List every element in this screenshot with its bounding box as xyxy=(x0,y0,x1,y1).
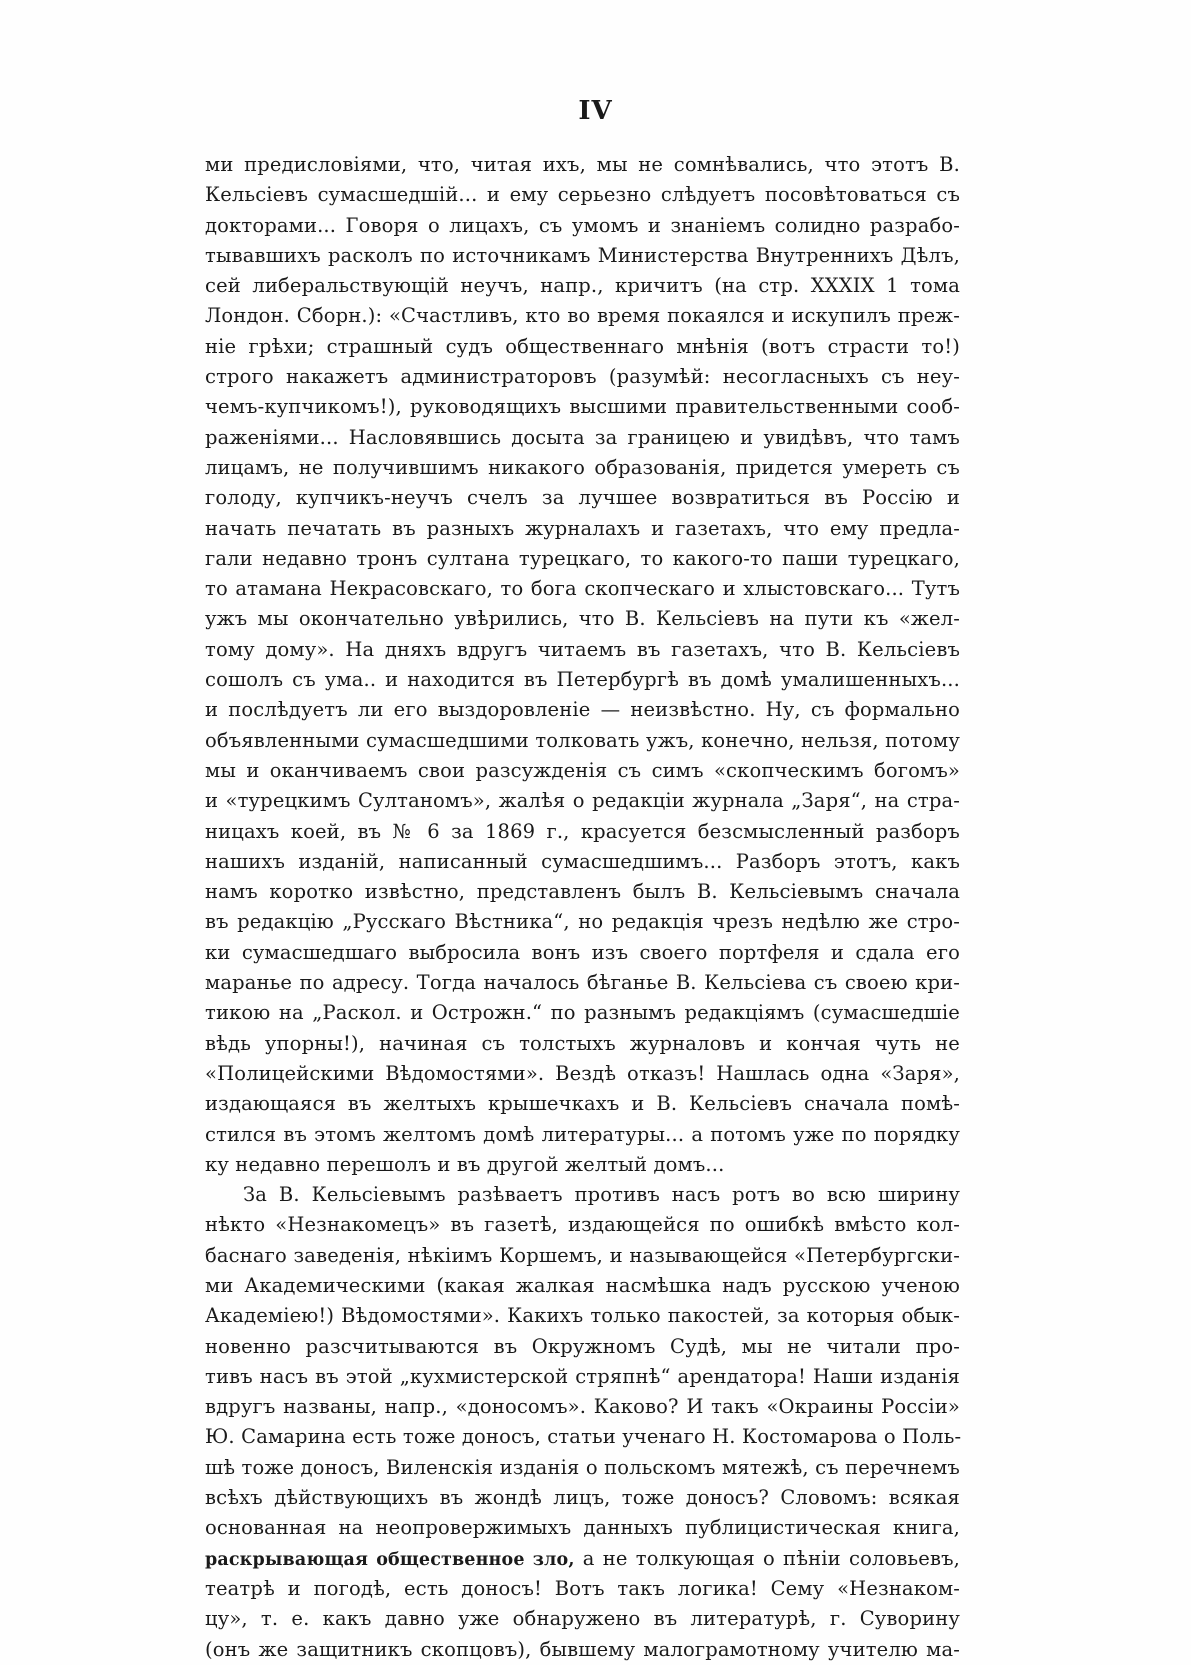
text-line: ніе грѣхи; страшный судъ общественнаго мнѣнія (вотъ страсти то!) xyxy=(205,334,960,358)
text-line: вдругъ названы, напр., «доносомъ». Каково? И такъ «Окраины Россіи» xyxy=(205,1395,960,1419)
text-line: мы и оканчиваемъ свои разсужденія съ симъ «скопческимъ богомъ» xyxy=(205,758,960,782)
text-line: намъ коротко извѣстно, представленъ былъ В. Кельсіевымъ сначала xyxy=(205,880,960,904)
text-line: Академіею!) Вѣдомостями». Какихъ только пакостей, за которыя обык- xyxy=(205,1304,960,1328)
text-line: тикою на „Раскол. и Острожн.“ по разнымъ редакціямъ (сумасшедшіе xyxy=(205,1001,960,1025)
text-line: тому дому». На дняхъ вдругъ читаемъ въ газетахъ, что В. Кельсіевъ xyxy=(205,637,960,661)
text-line: ки сумасшедшаго выбросила вонъ изъ своего портфеля и сдала его xyxy=(205,940,960,964)
text-line: то атамана Некрасовскаго, то бога скопческаго и хлыстовскаго... Тутъ xyxy=(205,577,960,601)
text-line: нѣкто «Незнакомецъ» въ газетѣ, издающейся по ошибкѣ вмѣсто кол- xyxy=(205,1213,960,1237)
text-line: чемъ-купчикомъ!), руководящихъ высшими правительственными сооб- xyxy=(205,395,960,419)
text-line: ужъ мы окончательно увѣрились, что В. Кельсіевъ на пути къ «жел- xyxy=(205,607,960,631)
text-line: издающаяся въ желтыхъ крышечкахъ и В. Кельсіевъ сначала помѣ- xyxy=(205,1092,960,1116)
text-line: ку недавно перешолъ и въ другой желтый домъ... xyxy=(205,1152,725,1176)
text-line: баснаго заведенія, нѣкіимъ Коршемъ, и называющейся «Петербургски- xyxy=(205,1243,960,1267)
text-line: (онъ же защитникъ скопцовъ), бывшему малограмотному учителю ма- xyxy=(205,1637,960,1661)
text-line: новенно разсчитываются въ Окружномъ Судѣ, мы не читали про- xyxy=(205,1334,960,1358)
paragraph-2 xyxy=(205,1180,960,1544)
text-line: ми предисловіями, что, читая ихъ, мы не сомнѣвались, что этотъ В. xyxy=(205,153,960,176)
page-number: IV xyxy=(578,96,613,126)
bold-line-rest: а не толкующая о пѣніи соловьевъ, xyxy=(574,1546,960,1570)
text-line-bold xyxy=(205,1544,960,1574)
text-line: тивъ насъ въ этой „кухмистерской стряпнѣ“ арендатора! Наши изданія xyxy=(205,1364,960,1388)
text-line: сей либеральствующій неучъ, напр., кричитъ (на стр. XXXIX 1 тома xyxy=(205,274,960,298)
text-line: голоду, купчикъ-неучъ счелъ за лучшее возвратиться въ Россію и xyxy=(205,486,960,510)
text-line: нашихъ изданій, написанный сумасшедшимъ... Разборъ этотъ, какъ xyxy=(205,849,960,873)
text-line: тывавшихъ расколъ по источникамъ Министерства Внутреннихъ Дѣлъ, xyxy=(205,243,960,267)
text-line: сошолъ съ ума.. и находится въ Петербургѣ въ домѣ умалишенныхъ... xyxy=(205,668,960,692)
text-line: и послѣдуетъ ли его выздоровленіе — неизвѣстно. Ну, съ формально xyxy=(205,698,960,722)
text-line: гали недавно тронъ султана турецкаго, то какого-то паши турецкаго, xyxy=(205,546,960,570)
text-line: «Полицейскими Вѣдомостями». Вездѣ отказъ! Нашлась одна «Заря», xyxy=(205,1061,960,1085)
bold-phrase: раскрывающая общественное зло, xyxy=(205,1549,575,1570)
paragraph-1 xyxy=(205,150,960,1180)
text-line: ницахъ коей, въ № 6 за 1869 г., красуется безсмысленный разборъ xyxy=(205,819,960,843)
text-line: стился въ этомъ желтомъ домѣ литературы... а потомъ уже по порядку xyxy=(205,1122,960,1146)
text-line: театрѣ и погодѣ, есть доносъ! Вотъ такъ логика! Сему «Незнаком- xyxy=(205,1576,960,1600)
text-line: начать печатать въ разныхъ журналахъ и газетахъ, что ему предла- xyxy=(205,516,960,540)
text-line: строго накажетъ администраторовъ (разумѣй: несогласныхъ съ неу- xyxy=(205,365,960,389)
text-line: шѣ тоже доносъ, Виленскія изданія о польскомъ мятежѣ, съ перечнемъ xyxy=(205,1455,960,1479)
text-line: объявленными сумасшедшими толковать ужъ, конечно, нельзя, потому xyxy=(205,728,960,752)
text-line: вѣдь упорны!), начиная съ толстыхъ журналовъ и кончая чуть не xyxy=(205,1031,960,1055)
text-line: и «турецкимъ Султаномъ», жалѣя о редакціи журнала „Заря“, на стра- xyxy=(205,789,960,813)
text-line: ми Академическими (какая жалкая насмѣшка надъ русскою ученою xyxy=(205,1273,960,1297)
text-line: цу», т. е. какъ давно уже обнаружено въ литературѣ, г. Суворину xyxy=(205,1607,960,1631)
text-line: основанная на неопровержимыхъ данныхъ публицистическая книга, xyxy=(205,1516,960,1540)
text-line: Кельсіевъ сумасшедшій... и ему серьезно слѣдуетъ посовѣтоваться съ xyxy=(205,183,960,207)
text-line: всѣхъ дѣйствующихъ въ жондѣ лицъ, тоже доносъ? Словомъ: всякая xyxy=(205,1486,960,1510)
text-line: докторами... Говоря о лицахъ, съ умомъ и знаніемъ солидно разрабо- xyxy=(205,213,960,237)
text-line: Лондон. Сборн.): «Счастливъ, кто во время покаялся и искупилъ преж- xyxy=(205,304,960,328)
body-text xyxy=(205,150,960,1665)
text-line: лицамъ, не получившимъ никакого образованія, придется умереть съ xyxy=(205,455,960,479)
text-line: въ редакцію „Русскаго Вѣстника“, но редакція чрезъ недѣлю же стро- xyxy=(205,910,960,934)
text-line: Ю. Самарина есть тоже доносъ, статьи ученаго Н. Костомарова о Поль- xyxy=(205,1425,962,1449)
text-line: За В. Кельсіевымъ разѣваетъ противъ насъ ротъ во всю ширину xyxy=(243,1183,960,1207)
text-line: маранье по адресу. Тогда началось бѣганье В. Кельсіева съ своею кри- xyxy=(205,971,960,995)
text-line: раженіями... Насловявшись досыта за границею и увидѣвъ, что тамъ xyxy=(205,425,960,449)
